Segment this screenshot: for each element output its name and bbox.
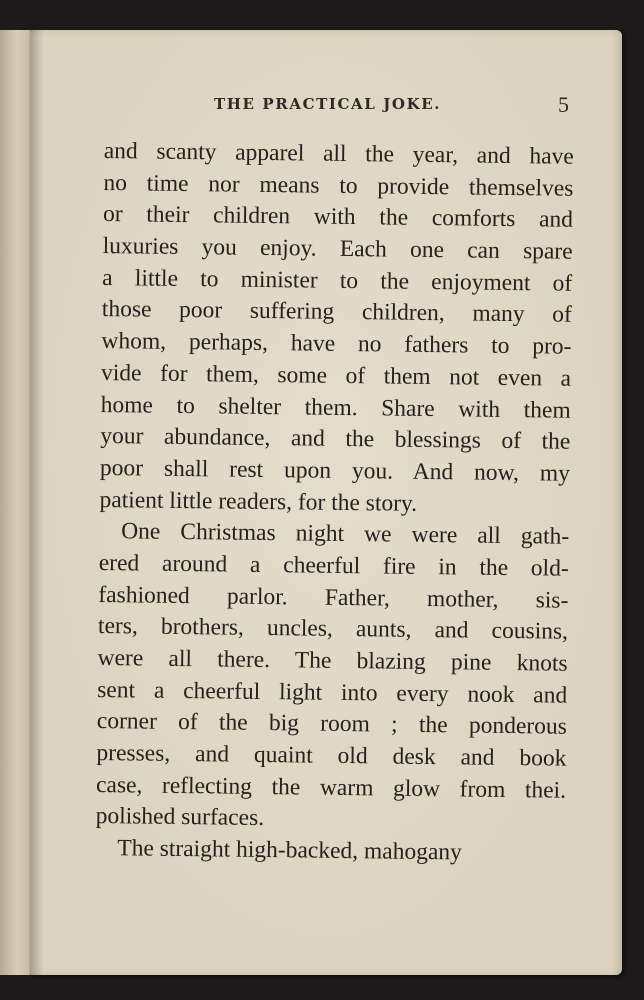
text-line: ters, brothers, uncles, aunts, and cousins, bbox=[97, 613, 569, 646]
text-line: corner of the big room ; the ponderous bbox=[96, 708, 567, 741]
paragraph-end-line: patient little readers, for the story. bbox=[99, 486, 418, 517]
text-line: whom, perhaps, have no fathers to pro- bbox=[101, 328, 572, 360]
text-line: presses, and quaint old desk and book bbox=[96, 740, 567, 772]
text-line: home to shelter them. Share with them bbox=[100, 391, 571, 424]
text-line: luxuries you enjoy. Each one can spare bbox=[102, 233, 573, 265]
paragraph-start-line: The straight high-backed, mahogany bbox=[117, 835, 462, 866]
gutter-shadow bbox=[30, 30, 44, 975]
text-line: those poor suffering children, many of bbox=[101, 296, 573, 329]
text-line: poor shall rest upon you. And now, my bbox=[99, 454, 571, 487]
text-line: case, reflecting the warm glow from thei. bbox=[95, 771, 567, 804]
paragraph-end-line: polished surfaces. bbox=[95, 803, 265, 832]
running-header bbox=[30, 92, 622, 125]
book-page bbox=[30, 30, 622, 975]
text-line: were all there. The blazing pine knots bbox=[97, 644, 568, 677]
text-line: or their children with the comforts and bbox=[102, 201, 574, 234]
facing-page-edge bbox=[0, 30, 31, 975]
page-number: 5 bbox=[558, 92, 569, 117]
text-line: fashioned parlor. Father, mother, sis- bbox=[98, 581, 569, 614]
text-line: your abundance, and the blessings of the bbox=[100, 423, 571, 455]
paragraph-start-line: One Christmas night we were all gath- bbox=[121, 518, 570, 550]
running-head-title: THE PRACTICAL JOKE. bbox=[214, 95, 442, 113]
text-line: a little to minister to the enjoyment of bbox=[102, 264, 573, 297]
body-text bbox=[95, 136, 574, 871]
text-line: ered around a cheerful fire in the old- bbox=[98, 549, 569, 582]
text-line: and scanty apparel all the year, and have bbox=[103, 137, 574, 170]
text-line: vide for them, some of them not even a bbox=[100, 359, 572, 392]
text-line: sent a cheerful light into every nook and bbox=[97, 676, 568, 709]
text-line: no time nor means to provide themselves bbox=[103, 169, 574, 202]
